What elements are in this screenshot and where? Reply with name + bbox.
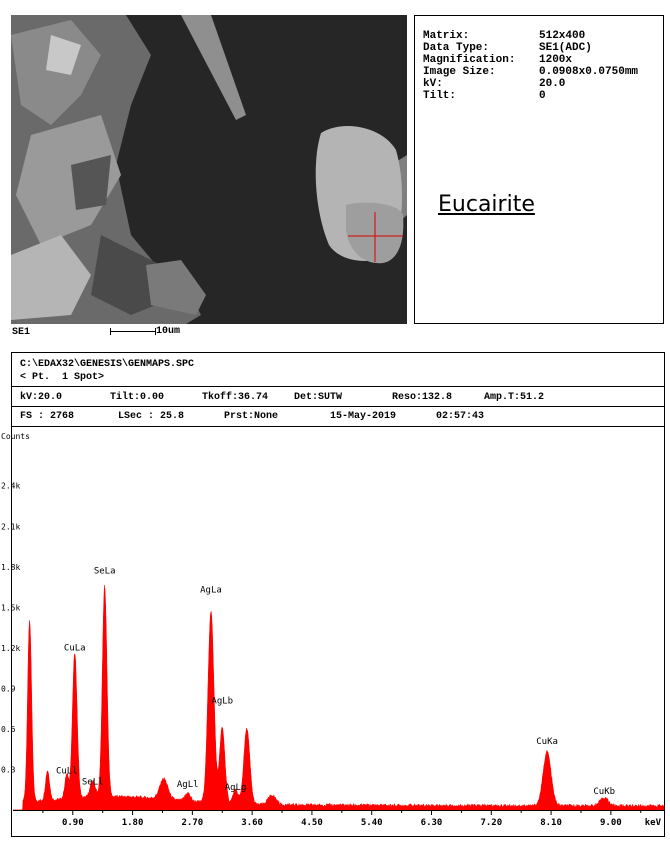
field-det: Det:SUTW xyxy=(294,392,343,403)
x-tick-label: 8.10 xyxy=(540,818,562,828)
y-tick-label: 1.8k xyxy=(1,562,21,572)
field-reso: Reso:132.8 xyxy=(392,392,453,403)
info-value-data-type: SE1(ADC) xyxy=(539,42,592,54)
peak-label: AgLl xyxy=(176,780,199,791)
field-date: 15-May-2019 xyxy=(330,411,397,422)
field-lsec: LSec : 25.8 xyxy=(118,411,185,422)
mineral-name: Eucairite xyxy=(438,192,535,217)
x-tick-label: 0.90 xyxy=(61,818,84,828)
file-path: C:\EDAX32\GENESIS\GENMAPS.SPC xyxy=(20,359,195,370)
y-tick-label: 1.5k xyxy=(1,603,21,613)
info-label-matrix: Matrix: xyxy=(423,30,470,42)
field-tilt: Tilt:0.00 xyxy=(110,392,165,403)
x-tick-label: 7.20 xyxy=(480,818,503,828)
peak-label: SeLl xyxy=(81,777,104,788)
peak-label: SeLa xyxy=(93,566,116,577)
peak-label: CuLa xyxy=(63,643,86,654)
x-tick-label: 3.60 xyxy=(241,818,263,828)
peak-label: AgLa xyxy=(200,585,222,596)
y-tick-label: 2.4k xyxy=(1,481,21,491)
peak-label: AgLg xyxy=(224,782,247,793)
info-value-kv: 20.0 xyxy=(539,78,566,90)
peak-label: CuKb xyxy=(593,786,616,797)
y-axis-label: Counts xyxy=(1,432,30,441)
peak-label: CuLl xyxy=(55,766,78,777)
y-tick-label: 0.6 xyxy=(1,724,16,734)
y-tick-label: 0.9 xyxy=(1,684,16,694)
info-label-data-type: Data Type: xyxy=(423,42,490,54)
x-tick-label: 2.70 xyxy=(181,818,204,828)
scale-label: 10um xyxy=(156,326,181,337)
x-tick-label: 5.40 xyxy=(360,818,383,828)
field-prst: Prst:None xyxy=(224,411,279,422)
field-fs: FS : 2768 xyxy=(20,411,75,422)
field-kv: kV:20.0 xyxy=(20,392,63,403)
info-label-tilt: Tilt: xyxy=(423,90,457,102)
field-amp: Amp.T:51.2 xyxy=(484,392,545,403)
y-tick-label: 1.2k xyxy=(1,643,21,653)
sem-micrograph xyxy=(11,15,407,324)
image-info-panel xyxy=(414,15,664,324)
info-label-kv: kV: xyxy=(423,78,443,90)
peak-label: CuKa xyxy=(536,736,558,747)
y-tick-label: 0.3 xyxy=(1,765,16,775)
info-label-magnification: Magnification: xyxy=(423,54,516,66)
peak-label: AgLb xyxy=(211,696,234,707)
detector-label: SE1 xyxy=(12,327,31,338)
info-value-magnification: 1200x xyxy=(539,54,573,66)
y-tick-label: 2.1k xyxy=(1,522,21,532)
info-value-matrix: 512x400 xyxy=(539,30,586,42)
info-value-image-size: 0.0908x0.0750mm xyxy=(539,66,639,78)
x-tick-label: 6.30 xyxy=(420,818,443,828)
sem-image xyxy=(11,15,407,324)
spectrum-area xyxy=(13,585,664,810)
point-label: < Pt. 1 Spot> xyxy=(20,372,105,383)
field-tkoff: Tkoff:36.74 xyxy=(202,392,269,403)
x-tick-label: 9.00 xyxy=(600,818,622,828)
x-axis-label: keV xyxy=(644,818,661,828)
scale-bar xyxy=(110,326,156,336)
info-label-image-size: Image Size: xyxy=(423,66,496,78)
field-time: 02:57:43 xyxy=(436,411,485,422)
x-tick-label: 1.80 xyxy=(121,818,144,828)
spectrum-chart xyxy=(0,426,670,841)
info-value-tilt: 0 xyxy=(539,90,546,102)
x-tick-label: 4.50 xyxy=(301,818,323,828)
